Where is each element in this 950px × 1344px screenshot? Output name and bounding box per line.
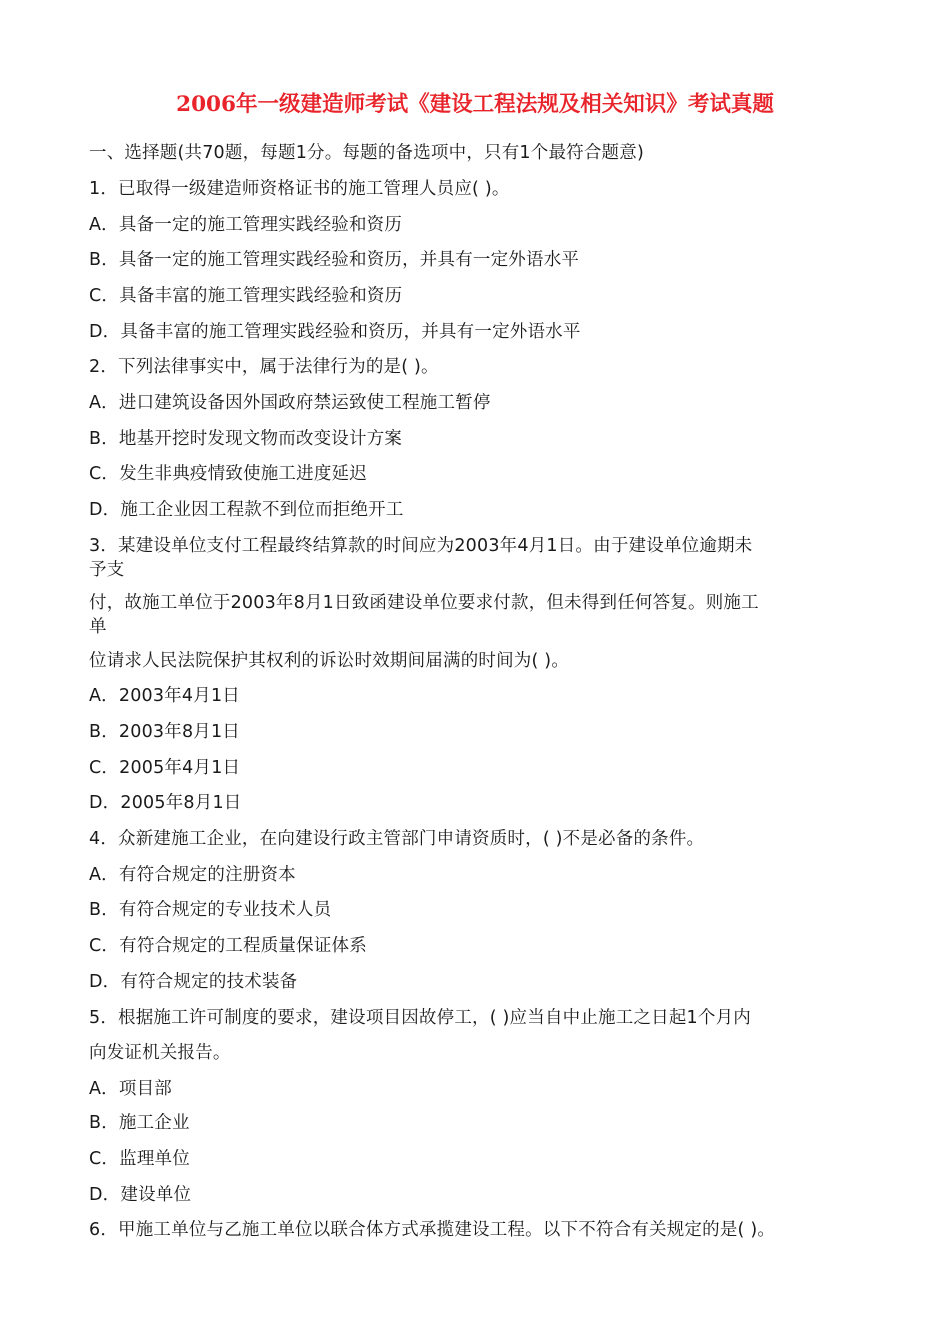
question-1-option-b: B．具备一定的施工管理实践经验和资历，并具有一定外语水平: [89, 250, 580, 270]
question-1-option-d: D．具备丰富的施工管理实践经验和资历，并具有一定外语水平: [89, 322, 581, 342]
question-1: 1．已取得一级建造师资格证书的施工管理人员应( )。: [89, 179, 510, 199]
question-1-option-a: A．具备一定的施工管理实践经验和资历: [89, 215, 403, 235]
question-5-line-1: 5．根据施工许可制度的要求，建设项目因故停工，( )应当自中止施工之日起1个月内: [89, 1008, 751, 1028]
question-5-option-d: D．建设单位: [89, 1185, 192, 1205]
question-4-option-a: A．有符合规定的注册资本: [89, 865, 296, 885]
question-2-option-a: A．进口建筑设备因外国政府禁运致使工程施工暂停: [89, 393, 491, 413]
section-heading: 一、选择题(共70题，每题1分。每题的备选项中，只有1个最符合题意): [89, 143, 644, 163]
question-3-line-5: 位请求人民法院保护其权利的诉讼时效期间届满的时间为( )。: [89, 651, 570, 671]
document-title: 2006年一级建造师考试《建设工程法规及相关知识》考试真题: [176, 92, 774, 117]
question-6: 6．甲施工单位与乙施工单位以联合体方式承揽建设工程。以下不符合有关规定的是( )。: [89, 1220, 776, 1240]
question-3-option-c: C．2005年4月1日: [89, 758, 241, 778]
question-3-option-a: A．2003年4月1日: [89, 686, 240, 706]
question-3-line-3: 付，故施工单位于2003年8月1日致函建设单位要求付款，但未得到任何答复。则施工: [89, 593, 759, 613]
question-4-option-c: C．有符合规定的工程质量保证体系: [89, 936, 367, 956]
question-2: 2．下列法律事实中，属于法律行为的是( )。: [89, 357, 439, 377]
question-3-line-4: 单: [89, 617, 107, 637]
question-2-option-c: C．发生非典疫情致使施工进度延迟: [89, 464, 367, 484]
question-4: 4．众新建施工企业，在向建设行政主管部门申请资质时，( )不是必备的条件。: [89, 829, 705, 849]
question-2-option-d: D．施工企业因工程款不到位而拒绝开工: [89, 500, 404, 520]
question-1-option-c: C．具备丰富的施工管理实践经验和资历: [89, 286, 403, 306]
question-3-line-2: 予支: [89, 560, 125, 580]
question-2-option-b: B．地基开挖时发现文物而改变设计方案: [89, 429, 403, 449]
question-5-option-c: C．监理单位: [89, 1149, 190, 1169]
question-3-line-1: 3．某建设单位支付工程最终结算款的时间应为2003年4月1日。由于建设单位逾期未: [89, 536, 753, 556]
question-3-option-b: B．2003年8月1日: [89, 722, 241, 742]
question-5-option-a: A．项目部: [89, 1079, 172, 1099]
question-5-line-2: 向发证机关报告。: [89, 1043, 231, 1063]
question-4-option-d: D．有符合规定的技术装备: [89, 972, 298, 992]
question-4-option-b: B．有符合规定的专业技术人员: [89, 900, 332, 920]
question-3-option-d: D．2005年8月1日: [89, 793, 242, 813]
question-5-option-b: B．施工企业: [89, 1113, 190, 1133]
